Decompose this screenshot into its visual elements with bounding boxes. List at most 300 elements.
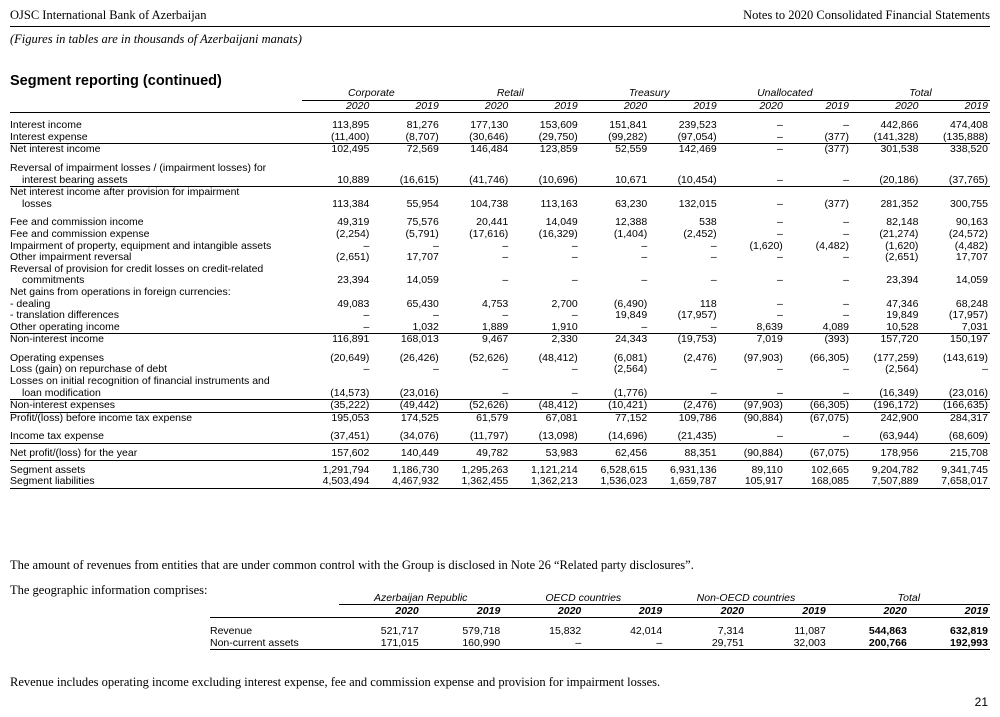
geo-year-total-2020: 2020 (828, 605, 909, 618)
cell: 195,053 (331, 411, 370, 424)
row-label: - dealing (10, 297, 51, 310)
segment-group-header-row (10, 88, 990, 100)
cell: (23,016) (920, 388, 990, 400)
cell: (4,482) (954, 239, 988, 252)
cell: 10,528 (851, 322, 920, 334)
cell: 284,317 (950, 411, 988, 424)
cell: (196,172) (851, 400, 920, 413)
cell: 6,528,615 (600, 463, 648, 476)
cell: 17,707 (955, 251, 988, 264)
row-label: loan modification (10, 388, 302, 400)
segment-year-header-row (10, 100, 990, 113)
row-label: Net profit/(loss) for the year (10, 448, 302, 460)
table-row (10, 132, 990, 144)
cell: (2,476) (683, 351, 717, 364)
row-label: Reversal of impairment losses / (impairment losses) for (10, 161, 267, 174)
table-row (10, 287, 990, 299)
cell: 157,720 (880, 333, 919, 346)
row-label: Interest income (10, 119, 82, 132)
row-label: Loss (gain) on repurchase of debt (10, 363, 168, 376)
cell: – (502, 637, 583, 650)
cell: 1,295,263 (461, 463, 509, 476)
cell: (6,490) (613, 297, 648, 310)
cell: 521,717 (380, 625, 419, 637)
row-label: Income tax expense (10, 431, 302, 443)
cell: 192,993 (909, 637, 990, 650)
cell: 10,889 (337, 173, 370, 186)
cell: 239,523 (678, 119, 717, 132)
cell: (37,451) (302, 431, 371, 443)
cell: 7,507,889 (851, 476, 920, 488)
cell: (21,274) (879, 227, 919, 240)
cell: (2,254) (336, 227, 370, 240)
cell: – (510, 388, 579, 400)
geo-group-header-row (210, 592, 990, 605)
cell: – (719, 132, 785, 144)
header-left-text: OJSC International Bank of Azerbaijan (10, 8, 207, 22)
cell: 68,248 (955, 297, 988, 310)
row-label: interest bearing assets (22, 173, 128, 186)
geo-year-azerbaijan-2020: 2020 (339, 605, 421, 618)
cell: (52,626) (441, 400, 510, 413)
cell: 19,849 (886, 309, 919, 322)
cell: (2,476) (649, 400, 718, 413)
cell: 14,059 (406, 274, 439, 287)
cell: 1,889 (441, 322, 510, 334)
cell: – (776, 309, 783, 322)
cell: – (776, 143, 783, 156)
cell: 102,495 (331, 143, 370, 156)
cell: 20,441 (476, 216, 509, 229)
cell: – (843, 119, 849, 132)
cell: 11,087 (794, 625, 826, 637)
cell: 63,230 (615, 197, 648, 210)
cell: (1,620) (749, 239, 783, 252)
cell: (16,329) (538, 227, 578, 240)
cell: – (502, 251, 509, 264)
cell: (37,765) (948, 173, 988, 186)
cell: 168,085 (785, 476, 851, 488)
cell: – (776, 119, 783, 132)
cell: – (843, 251, 849, 264)
cell: (10,421) (580, 400, 649, 413)
cell: – (843, 274, 849, 287)
cell: 544,863 (868, 625, 907, 637)
cell: – (649, 388, 718, 400)
cell: – (710, 239, 717, 252)
spacer-row (210, 618, 990, 626)
segment-reporting-table (10, 88, 990, 489)
row-label: Net interest income after provision for impairment (10, 187, 302, 199)
cell: 102,665 (810, 463, 849, 476)
cell: (99,282) (580, 132, 649, 144)
cell: 55,954 (406, 197, 439, 210)
cell: – (432, 239, 439, 252)
cell: 7,658,017 (920, 476, 990, 488)
cell: – (641, 274, 648, 287)
table-row (10, 376, 990, 388)
geo-year-header-row (210, 605, 990, 618)
cell: 1,032 (371, 322, 440, 334)
cell: (14,696) (580, 431, 649, 443)
cell: (66,305) (809, 351, 849, 364)
year-header-treasury-2019: 2019 (649, 100, 718, 113)
row-label: Reversal of provision for credit losses on credit-related (10, 262, 264, 275)
empty-cell (302, 187, 990, 199)
cell: 1,362,455 (441, 476, 510, 488)
figures-note: (Figures in tables are in thousands of Azerbaijani manats) (10, 32, 302, 46)
cell: (4,482) (815, 239, 849, 252)
cell: 116,891 (332, 333, 370, 346)
cell: 90,163 (955, 216, 988, 229)
cell: (90,884) (743, 411, 783, 424)
cell: 174,525 (400, 411, 439, 424)
empty-cell (302, 163, 990, 175)
cell: (30,646) (441, 132, 510, 144)
cell: (20,649) (330, 351, 370, 364)
empty-cell (10, 88, 302, 100)
cell: – (776, 227, 783, 240)
common-control-paragraph: The amount of revenues from entities that are under common control with the Group is disclosed in Note 26 “Related party disclosures”. (10, 558, 694, 572)
cell: 14,059 (955, 274, 988, 287)
cell: 579,718 (462, 625, 501, 637)
cell: (66,305) (785, 400, 851, 413)
cell: 23,394 (886, 274, 919, 287)
cell: (49,442) (371, 400, 440, 413)
cell: (21,435) (649, 431, 718, 443)
cell: (16,615) (399, 173, 439, 186)
cell: 49,319 (337, 216, 370, 229)
cell: 140,449 (371, 448, 440, 460)
cell: 8,639 (719, 322, 785, 334)
cell: (1,620) (885, 239, 919, 252)
empty-cell (210, 605, 339, 618)
cell: 153,609 (539, 119, 578, 132)
cell: (34,076) (371, 431, 440, 443)
cell: (10,696) (538, 173, 578, 186)
cell: 151,841 (609, 119, 648, 132)
cell: (17,957) (677, 309, 717, 322)
cell: – (302, 322, 371, 334)
cell: 81,276 (406, 119, 439, 132)
cell: 300,755 (950, 197, 988, 210)
cell: – (785, 388, 851, 400)
cell: (11,797) (441, 431, 510, 443)
cell: – (719, 431, 785, 443)
cell: – (776, 216, 783, 229)
cell: 171,015 (339, 637, 421, 650)
cell: (29,750) (510, 132, 579, 144)
cell: – (710, 251, 717, 264)
row-label: Non-current assets (210, 637, 339, 650)
cell: 42,014 (630, 625, 663, 637)
table-row (10, 476, 990, 488)
cell: 113,163 (540, 197, 578, 210)
cell: 77,152 (615, 411, 648, 424)
cell: 123,859 (539, 143, 578, 156)
row-label: Net gains from operations in foreign currencies: (10, 285, 231, 298)
cell: (377) (824, 197, 849, 210)
year-header-retail-2020: 2020 (441, 100, 510, 113)
cell: 4,503,494 (302, 476, 371, 488)
cell: (135,888) (920, 132, 990, 144)
table-row (10, 334, 990, 346)
cell: – (843, 227, 849, 240)
cell: 14,049 (545, 216, 578, 229)
cell: (16,349) (851, 388, 920, 400)
cell: (6,081) (613, 351, 648, 364)
cell: – (776, 274, 783, 287)
cell: – (571, 251, 578, 264)
cell: 1,659,787 (649, 476, 718, 488)
cell: 2,330 (551, 333, 578, 346)
cell: 2,700 (551, 297, 578, 310)
row-label: Fee and commission expense (10, 227, 150, 240)
cell: – (982, 363, 988, 376)
cell: 281,352 (880, 197, 919, 210)
cell: – (776, 363, 783, 376)
cell: 113,384 (332, 197, 370, 210)
cell: 4,753 (481, 297, 509, 310)
cell: (97,054) (649, 132, 718, 144)
cell: 338,520 (950, 143, 988, 156)
group-header-treasury: Treasury (580, 88, 719, 100)
cell: 104,738 (470, 197, 509, 210)
empty-cell (302, 376, 990, 388)
cell: 1,291,794 (322, 463, 370, 476)
cell: 109,786 (678, 411, 717, 424)
geo-group-header-oecd: OECD countries (502, 592, 664, 605)
cell: 53,983 (510, 448, 579, 460)
cell: (1,404) (613, 227, 648, 240)
cell: – (776, 197, 783, 210)
cell: – (363, 363, 370, 376)
cell: 29,751 (664, 637, 746, 650)
geo-group-header-total: Total (828, 592, 990, 605)
year-header-corporate-2019: 2019 (371, 100, 440, 113)
cell: (14,573) (302, 388, 371, 400)
cell: (393) (824, 333, 849, 346)
cell: – (843, 173, 849, 186)
cell: – (843, 309, 849, 322)
cell: (90,884) (719, 448, 785, 460)
row-label: losses (22, 197, 52, 210)
group-header-unallocated: Unallocated (719, 88, 851, 100)
table-row (10, 322, 990, 334)
cell: (2,564) (885, 363, 919, 376)
table-row (10, 199, 990, 211)
empty-cell (210, 592, 339, 605)
geo-group-header-non-oecd: Non-OECD countries (664, 592, 828, 605)
geo-year-oecd-2019: 2019 (583, 605, 664, 618)
cell: 23,394 (337, 274, 370, 287)
cell: – (580, 322, 649, 334)
cell: (143,619) (943, 351, 988, 364)
row-label: Non-interest income (10, 333, 104, 346)
cell: 132,015 (678, 197, 717, 210)
table-row (10, 310, 990, 322)
table-row (210, 637, 990, 650)
cell: 632,819 (950, 625, 988, 637)
cell: – (432, 309, 439, 322)
cell: 9,467 (481, 333, 509, 346)
year-header-corporate-2020: 2020 (302, 100, 371, 113)
cell: 113,895 (332, 119, 370, 132)
row-label: commitments (22, 274, 85, 287)
table-row (10, 400, 990, 413)
cell: 61,579 (476, 411, 509, 424)
cell: (166,635) (920, 400, 990, 413)
cell: – (502, 363, 509, 376)
page-header (10, 8, 990, 23)
cell: 215,708 (920, 448, 990, 460)
row-label: Losses on initial recognition of financial instruments and (10, 375, 270, 388)
cell: – (441, 388, 510, 400)
cell: (48,412) (510, 400, 579, 413)
header-divider (10, 26, 990, 27)
cell: (10,454) (677, 173, 717, 186)
cell: 1,362,213 (510, 476, 579, 488)
cell: 160,990 (421, 637, 503, 650)
cell: (11,400) (302, 132, 371, 144)
cell: – (719, 388, 785, 400)
cell: 142,469 (678, 143, 717, 156)
row-label: Non-interest expenses (10, 400, 302, 413)
cell: – (502, 274, 509, 287)
table-row (10, 431, 990, 443)
cell: (141,328) (851, 132, 920, 144)
cell: (63,944) (851, 431, 920, 443)
table-row (10, 448, 990, 460)
cell: – (432, 363, 439, 376)
empty-cell (302, 287, 990, 299)
cell: 168,013 (400, 333, 439, 346)
cell: – (776, 297, 783, 310)
cell: 442,866 (880, 119, 919, 132)
cell: 1,536,023 (580, 476, 649, 488)
geo-year-oecd-2020: 2020 (502, 605, 583, 618)
cell: 9,341,745 (941, 463, 988, 476)
cell: – (571, 309, 578, 322)
row-label: Interest expense (10, 132, 302, 144)
cell: 1,910 (510, 322, 579, 334)
cell: 200,766 (828, 637, 909, 650)
cell: 62,456 (580, 448, 649, 460)
row-label: - translation differences (10, 309, 119, 322)
geographic-intro-paragraph: The geographic information comprises: (10, 583, 208, 597)
cell: 105,917 (719, 476, 785, 488)
geo-year-non-oecd-2019: 2019 (746, 605, 828, 618)
cell: 49,782 (441, 448, 510, 460)
cell: 17,707 (406, 251, 439, 264)
cell: – (363, 239, 370, 252)
cell: 474,408 (950, 119, 988, 132)
cell: 157,602 (302, 448, 371, 460)
cell: – (776, 251, 783, 264)
cell: 82,148 (886, 216, 919, 229)
table-row (10, 175, 990, 187)
group-header-retail: Retail (441, 88, 580, 100)
cell: (35,222) (302, 400, 371, 413)
cell: – (843, 297, 849, 310)
cell: – (641, 239, 648, 252)
cell: 6,931,136 (669, 463, 717, 476)
cell: 177,130 (470, 119, 509, 132)
geo-year-total-2019: 2019 (909, 605, 990, 618)
cell: (177,259) (873, 351, 919, 364)
year-header-retail-2019: 2019 (510, 100, 579, 113)
cell: (48,412) (538, 351, 578, 364)
cell: – (776, 173, 783, 186)
cell: – (571, 274, 578, 287)
header-right-text: Notes to 2020 Consolidated Financial Statements (743, 8, 990, 22)
cell: (67,075) (809, 411, 849, 424)
cell: (97,903) (743, 351, 783, 364)
cell: 538 (699, 216, 717, 229)
cell: (41,746) (469, 173, 509, 186)
cell: 150,197 (950, 333, 988, 346)
cell: – (571, 363, 578, 376)
cell: – (502, 309, 509, 322)
cell: (20,186) (879, 173, 919, 186)
cell: (13,098) (510, 431, 579, 443)
cell: (19,753) (677, 333, 717, 346)
cell: (97,903) (719, 400, 785, 413)
cell: 118 (699, 297, 717, 310)
table-row (10, 388, 990, 400)
cell: 49,083 (337, 297, 370, 310)
cell: – (843, 216, 849, 229)
table-row (10, 163, 990, 175)
cell: (1,776) (580, 388, 649, 400)
table-row (210, 625, 990, 637)
cell: – (641, 251, 648, 264)
cell: 146,484 (470, 143, 509, 156)
table-row (10, 412, 990, 424)
revenue-note-paragraph: Revenue includes operating income excluding interest expense, fee and commission expense and provision for impairment losses. (10, 675, 661, 689)
group-header-corporate: Corporate (302, 88, 441, 100)
cell: – (583, 637, 664, 650)
cell: (23,016) (371, 388, 440, 400)
page-title: Segment reporting (continued) (10, 73, 222, 89)
cell: 1,186,730 (392, 463, 439, 476)
geo-year-non-oecd-2020: 2020 (664, 605, 746, 618)
cell: – (502, 239, 509, 252)
cell: (2,564) (613, 363, 648, 376)
cell: – (571, 239, 578, 252)
row-label: Other operating income (10, 322, 302, 334)
cell: 52,559 (615, 143, 648, 156)
cell: (5,791) (405, 227, 439, 240)
cell: 7,019 (756, 333, 783, 346)
year-header-unallocated-2019: 2019 (785, 100, 851, 113)
cell: 1,121,214 (531, 463, 578, 476)
row-label: Operating expenses (10, 351, 104, 364)
geo-year-azerbaijan-2019: 2019 (421, 605, 503, 618)
year-header-treasury-2020: 2020 (580, 100, 649, 113)
cell: (8,707) (371, 132, 440, 144)
cell: (52,626) (469, 351, 509, 364)
cell: (377) (824, 143, 849, 156)
row-label: Fee and commission income (10, 216, 144, 229)
cell: 88,351 (649, 448, 718, 460)
cell: 24,343 (615, 333, 648, 346)
empty-cell (10, 100, 302, 113)
cell: 10,671 (615, 173, 648, 186)
cell: 67,081 (545, 411, 578, 424)
table-row (10, 252, 990, 264)
table-row (10, 144, 990, 156)
